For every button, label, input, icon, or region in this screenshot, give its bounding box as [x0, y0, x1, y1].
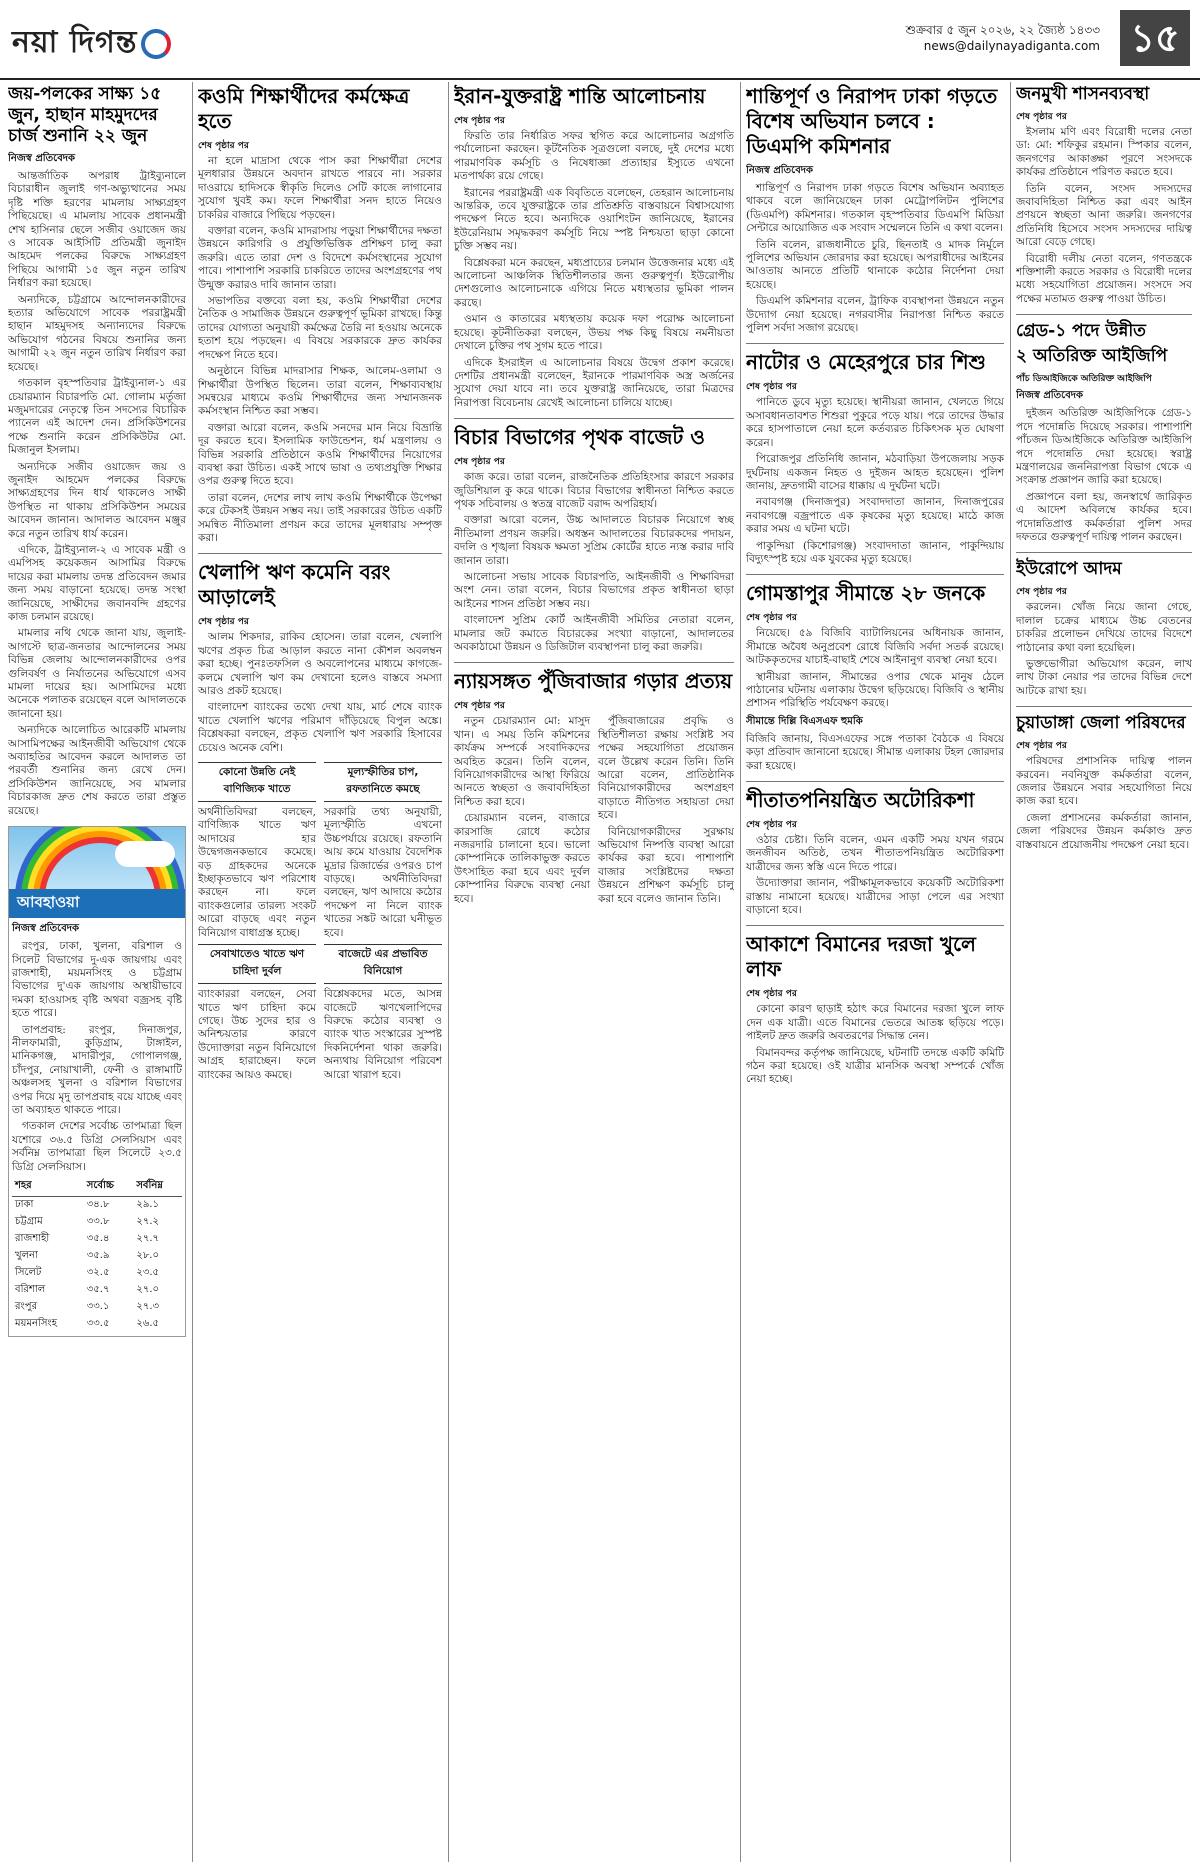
- column-4: [746, 82, 1004, 1862]
- subsection-text: অর্থনীতিবিদরা বলছেন, বাণিজ্যিক খাতে ঋণ আদায়ের হার উদ্বেগজনকভাবে কমেছে। বড় গ্রাহকদের অনেকে ইচ্ছাকৃতভাবে ঋণ পরিশোধ করছেন না। ফলে ব্যাংকগুলোর তারল্য সংকট আরো বাড়ছে এবং নতুন বিনিয়োগ বাধাগ্রস্ত হচ্ছে।: [198, 806, 316, 939]
- paragraph: গতকাল বৃহস্পতিবার ট্রাইব্যুনাল-১ এর চেয়ারম্যান বিচারপতি মো. গোলাম মর্তূজা মজুমদারের নেতৃত্বে তিন সদস্যের বিচারিক প্যানেল এই আদেশ দেন। প্রসিকিউশনের পক্ষে শুনানি করেন প্রসিকিউটর মো. মিজানুল ইসলাম।: [8, 377, 186, 457]
- article-body: [746, 627, 1004, 710]
- table-header: সর্বোচ্চ: [84, 1177, 134, 1197]
- article-body: [746, 1003, 1004, 1086]
- paragraph: পানিতে ডুবে মৃত্যু হয়েছে। স্থানীয়রা জানান, খেলতে গিয়ে অসাবধানতাবশত শিশুরা পুকুরে পড়ে যায়। পরে তাদের উদ্ধার করে হাসপাতালে নেয়া হলে কর্তব্যরত চিকিৎসক মৃত ঘোষণা করেন।: [746, 396, 1004, 449]
- continued-label: শেষ পৃষ্ঠার পর: [746, 613, 797, 624]
- article-body: [454, 715, 590, 909]
- subheading: বাজেটে এর প্রভাবিত বিনিয়োগ: [324, 944, 442, 984]
- subsection-text: বিশ্লেষকদের মতে, আসন্ন বাজেটে ঋণখেলাপিদের বিরুদ্ধে কঠোর ব্যবস্থা ও ব্যাংক খাত সংস্কারের সুস্পষ্ট দিকনির্দেশনা থাকা জরুরি। অন্যথায় বিনিয়োগ পরিবেশ আরো খারাপ হবে।: [324, 988, 442, 1081]
- continued-label: শেষ পৃষ্ঠার পর: [198, 141, 249, 151]
- subheading: সীমান্তে দিল্লি বিএসএফ হুমকি: [746, 715, 863, 727]
- issue-date: শুক্রবার ৫ জুন ২০২৬, ২২ জ্যৈষ্ঠ ১৪৩৩: [905, 23, 1100, 37]
- paragraph: আলোচনা সভায় সাবেক বিচারপতি, আইনজীবী ও শিক্ষাবিদরা অংশ নেন। তারা বলেন, বিচার বিভাগের প্রকৃত স্বাধীনতা ছাড়া আইনের শাসন প্রতিষ্ঠা সম্ভব নয়।: [454, 570, 734, 610]
- temperature-table: [12, 1177, 182, 1333]
- headline[interactable]: কওমি শিক্ষার্থীদের কর্মক্ষেত্র হতে: [198, 84, 410, 133]
- table-cell: ২৭.০: [136, 1284, 159, 1295]
- continued-label: শেষ পৃষ্ঠার পর: [1016, 112, 1067, 122]
- paragraph: গতকাল দেশের সর্বোচ্চ তাপমাত্রা ছিল যশোরে ৩৬.৫ ডিগ্রি সেলসিয়াস এবং সর্বনিম্ন তাপমাত্রা ছিল সিলেটে ২৩.৫ ডিগ্রি সেলসিয়াস।: [12, 1120, 182, 1173]
- paragraph: বক্তারা আরো বলেন, উচ্চ আদালতে বিচারক নিয়োগে স্বচ্ছ নীতিমালা প্রণয়ন জরুরি। অধস্তন আদালতের বিচারকদের পদায়ন, বদলি ও শৃঙ্খলা বিষয়ক ক্ষমতা সুপ্রিম কোর্টের হাতে ন্যস্ত করার দাবি জানান তারা।: [454, 514, 734, 567]
- subheading: মূল্যস্ফীতির চাপ, রফতানিতে কমছে: [324, 762, 442, 802]
- column-divider: [740, 82, 741, 1862]
- table-row: [12, 1248, 182, 1265]
- subtitle: পাঁচ ডিআইজিকে অতিরিক্ত আইজিপি: [1016, 374, 1152, 385]
- paragraph: তাপপ্রবাহ: রংপুর, দিনাজপুর, নীলফামারী, কুড়িগ্রাম, টাঙ্গাইল, মানিকগঞ্জ, মাদারীপুর, গোপালগঞ্জ, চাঁদপুর, নোয়াখালী, ফেনী ও রাঙ্গামাটি অঞ্চলসহ খুলনা ও বরিশাল বিভাগের ওপর দিয়ে মৃদু তাপপ্রবাহ বয়ে যাচ্ছে এবং তা অব্যাহত থাকতে পারে।: [12, 1023, 182, 1116]
- divider: [746, 925, 1004, 926]
- cloud-icon: [115, 841, 175, 867]
- paragraph: নতুন চেয়ারম্যান মো: মাসুদ খান। এ সময় তিনি কমিশনের কার্যক্রম সম্পর্কে সংবাদিকদের অবহিত করেন। তিনি বলেন, বিনিয়োগকারীদের আস্থা ফিরিয়ে আনতে স্বচ্ছতা ও জবাবদিহিতা নিশ্চিত করা হবে।: [454, 715, 590, 808]
- table-header: শহর: [12, 1177, 84, 1197]
- paragraph: উদ্যোক্তারা জানান, পরীক্ষামূলকভাবে কয়েকটি অটোরিকশা রাস্তায় নামানো হয়েছে। যাত্রীদের সাড়া পেলে এর সংখ্যা বাড়ানো হবে।: [746, 877, 1004, 917]
- byline: নিজস্ব প্রতিবেদক: [746, 165, 814, 176]
- table-header: সর্বনিম্ন: [133, 1177, 182, 1197]
- table-row: [12, 1197, 182, 1215]
- table-cell: ঢাকা: [15, 1199, 34, 1210]
- table-row: [12, 1231, 182, 1248]
- table-cell: ২৭.২: [136, 1216, 159, 1227]
- article-body: [1016, 755, 1192, 852]
- divider: [1016, 314, 1192, 315]
- continued-label: শেষ পৃষ্ঠার পর: [1016, 587, 1067, 598]
- table-cell: সিলেট: [15, 1267, 42, 1278]
- table-cell: বরিশাল: [15, 1284, 46, 1295]
- table-cell: ৩৫.৯: [86, 1250, 110, 1261]
- continued-label: শেষ পৃষ্ঠার পর: [454, 457, 505, 468]
- weather-banner-image: [9, 827, 185, 889]
- table-cell: খুলনা: [15, 1250, 38, 1261]
- dateline: [906, 22, 1100, 54]
- article-body-continued: [598, 715, 734, 909]
- headline[interactable]: আকাশে বিমানের দরজা খুলে লাফ: [746, 932, 976, 982]
- table-cell: ২৭.৭: [136, 1233, 159, 1244]
- table-cell: ৩৩.১: [86, 1301, 110, 1312]
- divider: [198, 553, 442, 554]
- paragraph: মামলার নথি থেকে জানা যায়, জুলাই-আগস্টে ছাত্র-জনতার আন্দোলনের সময় বিভিন্ন জেলায় আন্দোলনকারীদের ওপর গুলিবর্ষণ ও নির্যাতনের অভিযোগে এসব মামলা দায়ের হয়। আসামিদের মধ্যে অনেকে পলাতক রয়েছেন বলে আদালতকে জানানো হয়।: [8, 627, 186, 720]
- table-cell: চট্টগ্রাম: [15, 1216, 43, 1227]
- article-plane-door: [746, 932, 1004, 1086]
- article-columns: [454, 715, 734, 909]
- article-tribunal: [8, 84, 186, 818]
- masthead: [0, 0, 1200, 80]
- paragraph: সভাপতির বক্তব্যে বলা হয়, কওমি শিক্ষার্থীরা দেশের নৈতিক ও সামাজিক উন্নয়নে গুরুত্বপূর্ণ ভূমিকা রাখছে। কিন্তু তাদের যোগ্যতা অনুযায়ী কর্মক্ষেত্র তৈরি না হওয়ায় অনেকে হতাশ হয়ে পড়ছেন। এ বিষয়ে সরকারকে দ্রুত কার্যকর পদক্ষেপ নিতে হবে।: [198, 295, 442, 361]
- article-body: [746, 182, 1004, 335]
- paragraph: শান্তিপূর্ণ ও নিরাপদ ঢাকা গড়তে বিশেষ অভিযান অব্যাহত থাকবে বলে জানিয়েছেন ঢাকা মেট্রোপলিটন পুলিশের (ডিএমপি) কমিশনার। গতকাল বৃহস্পতিবার ডিএমপি মিডিয়া সেন্টারে আয়োজিত এক সংবাদ সম্মেলনে তিনি এ কথা বলেন।: [746, 182, 1004, 235]
- paragraph: না হলে মাদ্রাসা থেকে পাস করা শিক্ষার্থীরা দেশের মূলধারার উন্নয়নে অবদান রাখতে পারবে না। সরকার দাওরায়ে হাদিসকে স্বীকৃতি দিলেও সেটি কাজে লাগানোর সুযোগ খুবই কম। ফলে শিক্ষার্থীরা সনদ হাতে নিয়েও চাকরির বাজারে পিছিয়ে পড়ছেন।: [198, 155, 442, 221]
- table-cell: ৩৩.৮: [86, 1216, 110, 1227]
- divider: [746, 574, 1004, 575]
- paragraph: বাংলাদেশ সুপ্রিম কোর্ট আইনজীবী সমিতির নেতারা বলেন, মামলার জট কমাতে বিচারকের সংখ্যা বাড়ানো, আদালতের অবকাঠামো উন্নয়ন ও ডিজিটাল ব্যবস্থাপনা চালু করা জরুরি।: [454, 614, 734, 653]
- table-row: [12, 1299, 182, 1316]
- headline[interactable]: শান্তিপূর্ণ ও নিরাপদ ঢাকা গড়তে বিশেষ অভিযান চলবে : ডিএমপি কমিশনার: [746, 84, 998, 158]
- subheading: কোনো উন্নতি নেই বাণিজ্যিক খাতে: [198, 762, 316, 802]
- paragraph: বাংলাদেশ ব্যাংকের তথ্যে দেখা যায়, মার্চ শেষে ব্যাংক খাতে খেলাপি ঋণের পরিমাণ দাঁড়িয়েছে বিপুল অঙ্কে। বিশ্লেষকরা বলছেন, প্রকৃত খেলাপি ঋণ সরকারি হিসাবের চেয়েও অনেক বেশি।: [198, 701, 442, 754]
- headline[interactable]: জয়-পলকের সাক্ষ্য ১৫ জুন, হাছান মাহমুদদের চার্জ শুনানি ২২ জুন: [8, 84, 162, 146]
- table-cell: রংপুর: [15, 1301, 38, 1312]
- article-body: [198, 631, 442, 755]
- table-cell: ২৬.৫: [136, 1318, 159, 1329]
- column-2: [198, 82, 442, 1862]
- table-cell: রাজশাহী: [15, 1233, 50, 1244]
- continued-label: শেষ পৃষ্ঠার পর: [746, 989, 797, 1000]
- article-body: [198, 155, 442, 545]
- paragraph: আন্তর্জাতিক অপরাধ ট্রাইব্যুনালে বিচারাধীন জুলাই গণ-অভ্যুত্থানের সময় দৃষ্টি শক্তি হরণের মামলায় সাক্ষ্যগ্রহণ পিছিয়েছে। এ মামলায় সাবেক প্রধানমন্ত্রী শেখ হাসিনার ছেলে সজীব ওয়াজেদ জয় ও সাবেক আইসিটি প্রতিমন্ত্রী জুনাইদ আহমেদ পলকের বিরুদ্ধে সাক্ষ্যগ্রহণ পিছিয়ে আগামী ১৫ জুন নতুন তারিখ নির্ধারণ করা হয়েছে।: [8, 170, 186, 290]
- paragraph: এদিকে ইসরাইল এ আলোচনার বিষয়ে উদ্বেগ প্রকাশ করেছে। দেশটির প্রধানমন্ত্রী বলেছেন, ইরানকে পারমাণবিক অস্ত্র অর্জনের সুযোগ দেয়া যাবে না। তবে যুক্তরাষ্ট্র জানিয়েছে, তারা মিত্রদের নিরাপত্তা বিবেচনায় রেখেই আলোচনা চালিয়ে যাচ্ছে।: [454, 356, 734, 409]
- table-cell: ৩৫.৪: [86, 1233, 110, 1244]
- paragraph: ডিএমপি কমিশনার বলেন, ট্রাফিক ব্যবস্থাপনা উন্নয়নে নতুন উদ্যোগ নেয়া হয়েছে। নগরবাসীর নিরাপত্তা নিশ্চিত করতে পুলিশ সর্বদা সজাগ রয়েছে।: [746, 295, 1004, 335]
- column-divider: [192, 82, 193, 1862]
- paragraph: পুঁজিবাজারের প্রবৃদ্ধি ও স্থিতিশীলতা রক্ষায় সংশ্লিষ্ট সব পক্ষের সহযোগিতা প্রয়োজন বলে উল্লেখ করেন তিনি। তিনি আরো বলেন, প্রাতিষ্ঠানিক বিনিয়োগকারীদের অংশগ্রহণ বাড়াতে নীতিগত সহায়তা দেয়া হবে।: [598, 715, 734, 822]
- table-cell: ৩৪.৮: [86, 1199, 110, 1210]
- article-child-deaths: [746, 350, 1004, 566]
- article-body: [746, 396, 1004, 566]
- paragraph: ইসলাম মণি এবং বিরোধী দলের নেতা ডা: মো: শফিকুর রহমান। স্পিকার বলেন, জনগণের আকাঙ্ক্ষা পূরণে সংসদকে কার্যকর প্রতিষ্ঠানে পরিণত করতে হবে।: [1016, 126, 1192, 179]
- paragraph: কোনো কারণ ছাড়াই হঠাৎ করে বিমানের দরজা খুলে লাফ দেন এক যাত্রী। এতে বিমানের ভেতরে আতঙ্ক ছড়িয়ে পড়ে। পাইলট দ্রুত জরুরি অবতরণের সিদ্ধান্ত নেন।: [746, 1003, 1004, 1043]
- paragraph: প্রজ্ঞাপনে বলা হয়, জনস্বার্থে জারিকৃত এ আদেশ অবিলম্বে কার্যকর হবে। পদোন্নতিপ্রাপ্ত কর্মকর্তারা পুলিশ সদর দফতরে গুরুত্বপূর্ণ দায়িত্ব পালন করছেন।: [1016, 490, 1192, 543]
- headline[interactable]: গোমস্তাপুর সীমান্তে ২৮ জনকে: [746, 581, 986, 606]
- article-body: [454, 130, 734, 410]
- paragraph: তারা বলেন, দেশের লাখ লাখ কওমি শিক্ষার্থীকে উপেক্ষা করে টেকসই উন্নয়ন সম্ভব নয়। তাই সরকারের উচিত একটি সমন্বিত নীতিমালা প্রণয়ন করে তাদের মূলধারায় সম্পৃক্ত করা।: [198, 491, 442, 544]
- article-governance: [1016, 84, 1192, 306]
- article-qawmi: [198, 84, 442, 545]
- paragraph: বিমানবন্দর কর্তৃপক্ষ জানিয়েছে, ঘটনাটি তদন্তে একটি কমিটি গঠন করা হয়েছে। ওই যাত্রীর মানসিক অবস্থা সম্পর্কে খোঁজ নেয়া হচ্ছে।: [746, 1046, 1004, 1086]
- article-igp-promotion: [1016, 321, 1192, 544]
- column-3: [454, 82, 734, 1862]
- column-1: [8, 82, 186, 1862]
- article-iran-us: [454, 84, 734, 410]
- weather-body: [12, 940, 182, 1174]
- paragraph: দুইজন অতিরিক্ত আইজিপিকে গ্রেড-১ পদে পদোন্নতি দিয়েছে সরকার। পাশাপাশি পাঁচজন ডিআইজিকে অতিরিক্ত আইজিপি পদে পদোন্নতি দেয়া হয়েছে। স্বরাষ্ট্র মন্ত্রণালয়ের জননিরাপত্তা বিভাগ থেকে এ সংক্রান্ত প্রজ্ঞাপন জারি করা হয়েছে।: [1016, 407, 1192, 487]
- paragraph: ওমান ও কাতারের মধ্যস্থতায় কয়েক দফা পরোক্ষ আলোচনা হয়েছে। কূটনীতিকরা বলছেন, উভয় পক্ষ কিছু বিষয়ে নমনীয়তা দেখালে চুক্তির পথ সুগম হতে পারে।: [454, 313, 734, 353]
- paragraph: জেলা প্রশাসনের কর্মকর্তারা জানান, জেলা পরিষদের উন্নয়ন কর্মকাণ্ড দ্রুত বাস্তবায়নে প্রয়োজনীয় পদক্ষেপ নেয়া হবে।: [1016, 811, 1192, 851]
- table-cell: ৩৫.৭: [86, 1284, 110, 1295]
- byline: নিজস্ব প্রতিবেদক: [1016, 390, 1084, 402]
- headline[interactable]: শীতাতপনিয়ন্ত্রিত অটোরিকশা: [746, 788, 975, 812]
- headline[interactable]: নাটোর ও মেহেরপুরে চার শিশু: [746, 350, 986, 375]
- headline[interactable]: ন্যায়সঙ্গত পুঁজিবাজার গড়ার প্রত্যয়: [454, 669, 733, 694]
- contact-email[interactable]: news@dailynayadiganta.com: [923, 39, 1100, 53]
- headline[interactable]: জনমুখী শাসনব্যবস্থা: [1016, 84, 1150, 104]
- article-dmp: [746, 84, 1004, 335]
- headline[interactable]: চুয়াডাঙ্গা জেলা পরিষদের: [1016, 713, 1186, 734]
- paragraph: অন্যদিকে, চট্টগ্রামে আন্দোলনকারীদের হত্যার অভিযোগে সাবেক পররাষ্ট্রমন্ত্রী হাছান মাহমুদসহ অন্যান্যদের বিরুদ্ধে অভিযোগ গঠনের বিষয়ে শুনানির জন্য আগামী ২২ জুন নতুন তারিখ নির্ধারণ করা হয়েছে।: [8, 293, 186, 373]
- paragraph: ফিরতি তার নির্ধারিত সফর স্থগিত করে আলোচনার অগ্রগতি পর্যালোচনা করছেন। কূটনৈতিক সূত্রগুলো বলছে, দুই দেশের মধ্যে পারমাণবিক কর্মসূচি ও নিষেধাজ্ঞা প্রত্যাহার ইস্যুতে এখনো মতপার্থক্য রয়ে গেছে।: [454, 130, 734, 183]
- headline[interactable]: বিচার বিভাগের পৃথক বাজেট ও: [454, 425, 705, 450]
- byline: নিজস্ব প্রতিবেদক: [8, 153, 76, 164]
- table-row: [12, 1214, 182, 1231]
- continued-label: শেষ পৃষ্ঠার পর: [1016, 741, 1067, 752]
- article-capital-market: [454, 669, 734, 909]
- article-body: [1016, 407, 1192, 544]
- continued-label: শেষ পৃষ্ঠার পর: [454, 701, 505, 712]
- paragraph: ওঠার চেষ্টা। তিনি বলেন, এমন একটি সময় যখন গরমে জনজীবন অতিষ্ঠ, তখন শীতাতপনিয়ন্ত্রিত অটোরিকশা যাত্রীদের জন্য স্বস্তি এনে দিতে পারে।: [746, 834, 1004, 873]
- table-cell: ৩২.৫: [86, 1267, 110, 1278]
- divider: [746, 781, 1004, 782]
- paragraph: বিশ্লেষকরা মনে করছেন, মধ্যপ্রাচ্যের চলমান উত্তেজনার মধ্যে এই আলোচনা আঞ্চলিক স্থিতিশীলতার জন্য গুরুত্বপূর্ণ। ইউরোপীয় দেশগুলোও আলোচনাকে এগিয়ে নিতে মধ্যস্থতার ভূমিকা পালন করছে।: [454, 256, 734, 309]
- article-body: [746, 834, 1004, 917]
- paragraph: পরিষদের প্রশাসনিক দায়িত্ব পালন করবেন। নবনিযুক্ত কর্মকর্তারা বলেন, জেলার উন্নয়নে সবার সহযোগিতা নিয়ে কাজ করা হবে।: [1016, 755, 1192, 808]
- logo-text: নয়া দিগন্ত: [12, 25, 138, 60]
- article-body: [454, 471, 734, 654]
- table-row: [12, 1265, 182, 1282]
- newspaper-logo[interactable]: [12, 18, 171, 69]
- paragraph: পাকুন্দিয়া (কিশোরগঞ্জ) সংবাদদাতা জানান, পাকুন্দিয়ায় বিদ্যুৎস্পৃষ্ট হয়ে এক যুবকের মৃত্যু হয়েছে।: [746, 539, 1004, 565]
- article-border: [746, 581, 1004, 773]
- table-cell: ২৭.৩: [136, 1301, 159, 1312]
- table-row: [12, 1316, 182, 1333]
- table-cell: ২৮.০: [136, 1250, 159, 1261]
- headline[interactable]: ২ অতিরিক্ত আইজিপি: [1016, 346, 1168, 367]
- divider: [1016, 706, 1192, 707]
- paragraph: এদিকে, ট্রাইব্যুনাল-২ এ সাবেক মন্ত্রী ও এমপিসহ কয়েকজন আসামির বিরুদ্ধে দায়ের করা মামলায় তদন্ত প্রতিবেদন জমার জন্য সময় বাড়ানো হয়েছে। তদন্ত সংস্থা জানিয়েছে, সাক্ষীদের জবানবন্দি গ্রহণের কাজ চলমান রয়েছে।: [8, 543, 186, 623]
- subsection-text: সরকারি তথ্য অনুযায়ী, মূল্যস্ফীতি এখনো উচ্চপর্যায়ে রয়েছে। রফতানি আয় কমে যাওয়ায় বৈদেশিক মুদ্রার রিজার্ভের ওপরও চাপ বাড়ছে। অর্থনীতিবিদরা বলছেন, ঋণ আদায়ে কঠোর পদক্ষেপ না নিলে ব্যাংক খাতের সঙ্কট আরো ঘনীভূত হবে।: [324, 806, 442, 939]
- column-divider: [448, 82, 449, 1862]
- logo-swirl-icon: [141, 29, 171, 59]
- table-cell: ময়মনসিংহ: [15, 1318, 57, 1329]
- paragraph: নিয়েছে। ৫৯ বিজিবি ব্যাটালিয়নের অধিনায়ক জানান, সীমান্তে অবৈধ অনুপ্রবেশ রোধে বিজিবি সর্বদা সতর্ক রয়েছে। আটককৃতদের যাচাই-বাছাই শেষে আইনানুগ ব্যবস্থা নেয়া হবে।: [746, 627, 1004, 667]
- article-default-loan: [198, 560, 442, 1082]
- article-judiciary-budget: [454, 425, 734, 654]
- subsection-text: ব্যাংকাররা বলছেন, সেবা খাতে ঋণ চাহিদা কমে গেছে। উচ্চ সুদের হার ও অনিশ্চয়তার কারণে উদ্যোক্তারা নতুন বিনিয়োগে আগ্রহ হারাচ্ছেন। ফলে ব্যাংকের আয়ও কমছে।: [198, 988, 316, 1081]
- paragraph: অন্যদিকে সজীব ওয়াজেদ জয় ও জুনাইদ আহমেদ পলকের বিরুদ্ধে সাক্ষ্যগ্রহণের দিন ধার্য থাকলেও সাক্ষী উপস্থিত না থাকায় প্রসিকিউশন সময়ের আবেদন জানান। আদালত আবেদন মঞ্জুর করে নতুন তারিখ ধার্য করেন।: [8, 460, 186, 540]
- paragraph: স্থানীয়রা জানান, সীমান্তের ওপার থেকে মানুষ ঠেলে পাঠানোর ঘটনায় এলাকায় উদ্বেগ ছড়িয়েছে। বিজিবি ও স্থানীয় প্রশাসন পরিস্থিতি পর্যবেক্ষণ করছে।: [746, 670, 1004, 710]
- divider: [454, 662, 734, 663]
- subsections: [198, 758, 442, 1082]
- article-body: [1016, 126, 1192, 306]
- divider: [746, 343, 1004, 344]
- table-row: [12, 1282, 182, 1299]
- paragraph: বিনিয়োগকারীদের সুরক্ষায় অভিযোগ নিষ্পত্তি ব্যবস্থা আরো কার্যকর করা হবে। পাশাপাশি বাজার সংশ্লিষ্টদের দক্ষতা উন্নয়নে প্রশিক্ষণ কর্মসূচি চালু করা হবে বলেও জানান তিনি।: [598, 825, 734, 905]
- paragraph: ভুক্তভোগীরা অভিযোগ করেন, লাখ লাখ টাকা নেয়ার পর তাদের বিভিন্ন দেশে আটকে রাখা হয়।: [1016, 657, 1192, 697]
- continued-label: শেষ পৃষ্ঠার পর: [746, 820, 797, 830]
- headline[interactable]: খেলাপি ঋণ কমেনি বরং আড়ালেই: [198, 560, 391, 610]
- page-number: ১৫: [1120, 10, 1190, 66]
- continued-label: শেষ পৃষ্ঠার পর: [746, 382, 797, 393]
- divider: [1016, 552, 1192, 553]
- paragraph: আলম শিকদার, রাকিব হোসেন। তারা বলেন, খেলাপি ঋণের প্রকৃত চিত্র আড়াল করতে নানা কৌশল অবলম্বন করা হচ্ছে। পুনঃতফসিল ও অবলোপনের মাধ্যমে কাগজে-কলমে খেলাপি ঋণ কম দেখানো হলেও বাস্তবে সমস্যা আরও প্রকট হয়েছে।: [198, 631, 442, 697]
- headline[interactable]: ইউরোপে আদম: [1016, 559, 1122, 580]
- article-body: [1016, 601, 1192, 698]
- headline[interactable]: ইরান-যুক্তরাষ্ট্র শান্তি আলোচনায়: [454, 84, 706, 108]
- article-europe: [1016, 559, 1192, 698]
- paragraph: অন্যদিকে আলোচিত আরেকটি মামলায় আসামিপক্ষের আইনজীবী অভিযোগ থেকে অব্যাহতির আবেদন করলে আদালত তা পরবর্তী শুনানির জন্য রেখে দেন। প্রসিকিউশন জানিয়েছে, সব মামলার বিচারকাজ দ্রুত শেষ করতে তারা প্রস্তুত রয়েছে।: [8, 724, 186, 817]
- article-ac-autorickshaw: [746, 788, 1004, 917]
- subheading: সেবাখাতেও খাতে ঋণ চাহিদা দুর্বল: [198, 944, 316, 984]
- column-5: [1016, 82, 1192, 1862]
- paragraph: তিনি বলেন, সংসদ সদস্যদের জবাবদিহিতা নিশ্চিত করা এবং আইন প্রণয়নে স্বচ্ছতা আনা জরুরি। জনগণের প্রতিনিধি হিসেবে সংসদ সদস্যদের দায়িত্ব আরো বেড়ে গেছে।: [1016, 182, 1192, 249]
- paragraph: চেয়ারম্যান বলেন, বাজারে কারসাজি রোধে কঠোর নজরদারি চালানো হবে। ভালো কোম্পানিকে তালিকাভুক্ত করতে উৎসাহিত করা হবে এবং দুর্বল কোম্পানির বিরুদ্ধে ব্যবস্থা নেয়া হবে।: [454, 812, 590, 905]
- paragraph: অনুষ্ঠানে বিভিন্ন মাদরাসার শিক্ষক, আলেম-ওলামা ও শিক্ষার্থীরা উপস্থিত ছিলেন। তারা বলেন, শিক্ষাব্যবস্থায় সমন্বয়ের মাধ্যমে কওমি শিক্ষার্থীদের জন্য সম্মানজনক কর্মসংস্থান নিশ্চিত করা সম্ভব।: [198, 365, 442, 418]
- article-body: [8, 170, 186, 818]
- divider: [454, 418, 734, 419]
- paragraph: করলেন। খোঁজ নিয়ে জানা গেছে, দালাল চক্রের মাধ্যমে উচ্চ বেতনের চাকরির প্রলোভন দেখিয়ে তাদের বিদেশে পাঠানোর কথা বলা হয়েছিল।: [1016, 601, 1192, 654]
- paragraph: পিরোজপুর প্রতিনিধি জানান, মঠবাড়িয়া উপজেলায় সড়ক দুর্ঘটনায় একজন নিহত ও দুইজন আহত হয়েছেন। পুলিশ জানায়, দ্রুতগামী বাসের ধাক্কায় এ দুর্ঘটনা ঘটে।: [746, 453, 1004, 492]
- paragraph: কাজ করে। তারা বলেন, রাজনৈতিক প্রতিহিংসার কারণে সরকার জুডিশিয়াল কু করে থাকে। বিচার বিভাগের স্বাধীনতা নিশ্চিত করতে পৃথক সচিবালয় ও স্বতন্ত্র বাজেট বরাদ্দ অপরিহার্য।: [454, 471, 734, 510]
- continued-label: শেষ পৃষ্ঠার পর: [198, 617, 249, 628]
- paragraph: ইরানের পররাষ্ট্রমন্ত্রী এক বিবৃতিতে বলেছেন, তেহরান আলোচনায় আন্তরিক, তবে যুক্তরাষ্ট্রকে তার প্রতিশ্রুতি বাস্তবায়নে বিশ্বাসযোগ্য পদক্ষেপ নিতে হবে। অন্যদিকে ওয়াশিংটন জানিয়েছে, ইরানের ইউরেনিয়াম সমৃদ্ধকরণ কর্মসূচি নিয়ে স্পষ্ট নিশ্চয়তা ছাড়া কোনো চুক্তি সম্ভব নয়।: [454, 186, 734, 253]
- paragraph: রংপুর, ঢাকা, খুলনা, বরিশাল ও সিলেট বিভাগের দু-এক জায়গায় এবং রাজশাহী, ময়মনসিংহ ও চট্টগ্রাম বিভাগের দু'এক জায়গায় অস্থায়ীভাবে দমকা হাওয়াসহ বৃষ্টি অথবা বজ্রসহ বৃষ্টি হতে পারে।: [12, 940, 182, 1020]
- paragraph: বক্তারা আরো বলেন, কওমি সনদের মান নিয়ে বিভ্রান্তি দূর করতে হবে। ইসলামিক ফাউন্ডেশন, ধর্ম মন্ত্রণালয় ও বিভিন্ন সরকারি প্রতিষ্ঠানে কওমি শিক্ষার্থীদের নিয়োগের ব্যবস্থা করা উচিত। একই সাথে ভাষা ও তথ্যপ্রযুক্তি শিক্ষার ওপর গুরুত্ব দিতে হবে।: [198, 421, 442, 488]
- paragraph: নবাবগঞ্জ (দিনাজপুর) সংবাদদাতা জানান, দিনাজপুরের নবাবগঞ্জে বজ্রপাতে এক কৃষকের মৃত্যু হয়েছে। মাঠে কাজ করার সময় এ ঘটনা ঘটে।: [746, 496, 1004, 536]
- paragraph: বক্তারা বলেন, কওমি মাদরাসায় পড়ুয়া শিক্ষার্থীদের দক্ষতা উন্নয়নে কারিগরি ও প্রযুক্তিভিত্তিক প্রশিক্ষণ চালু করা জরুরি। এতে তারা দেশ ও বিদেশে কর্মসংস্থানের সুযোগ পাবে। পাশাপাশি সরকারি চাকরিতে তাদের অংশগ্রহণের পথ উন্মুক্ত করারও দাবি জানান তারা।: [198, 225, 442, 291]
- subsection-text: বিজিবি জানায়, বিএসএফের সঙ্গে পতাকা বৈঠকে এ বিষয়ে কড়া প্রতিবাদ জানানো হয়েছে। সীমান্ত এলাকায় টহল জোরদার করা হয়েছে।: [746, 732, 1004, 772]
- byline: নিজস্ব প্রতিবেদক: [12, 923, 80, 935]
- table-cell: ৩৩.৫: [86, 1318, 110, 1329]
- paragraph: বিরোধী দলীয় নেতা বলেন, গণতন্ত্রকে শক্তিশালী করতে সরকার ও বিরোধী দলের মধ্যে সহযোগিতা প্রয়োজন। সংসদে সব পক্ষের মতামত গুরুত্ব পাওয়া উচিত।: [1016, 252, 1192, 305]
- weather-box: [8, 826, 186, 1337]
- continued-label: শেষ পৃষ্ঠার পর: [454, 116, 505, 126]
- article-chuadanga: [1016, 713, 1192, 852]
- weather-title: আবহাওয়া: [9, 889, 185, 918]
- kicker[interactable]: গ্রেড-১ পদে উন্নীত: [1016, 321, 1146, 342]
- column-divider: [1010, 82, 1011, 1862]
- table-cell: ২৩.৫: [136, 1267, 159, 1278]
- table-cell: ২৯.১: [136, 1199, 159, 1210]
- paragraph: তিনি বলেন, রাজধানীতে চুরি, ছিনতাই ও মাদক নির্মূলে পুলিশের অভিযান জোরদার করা হয়েছে। অপরাধীদের আইনের আওতায় আনতে প্রতিটি থানাকে কঠোর নির্দেশনা দেয়া হয়েছে।: [746, 238, 1004, 291]
